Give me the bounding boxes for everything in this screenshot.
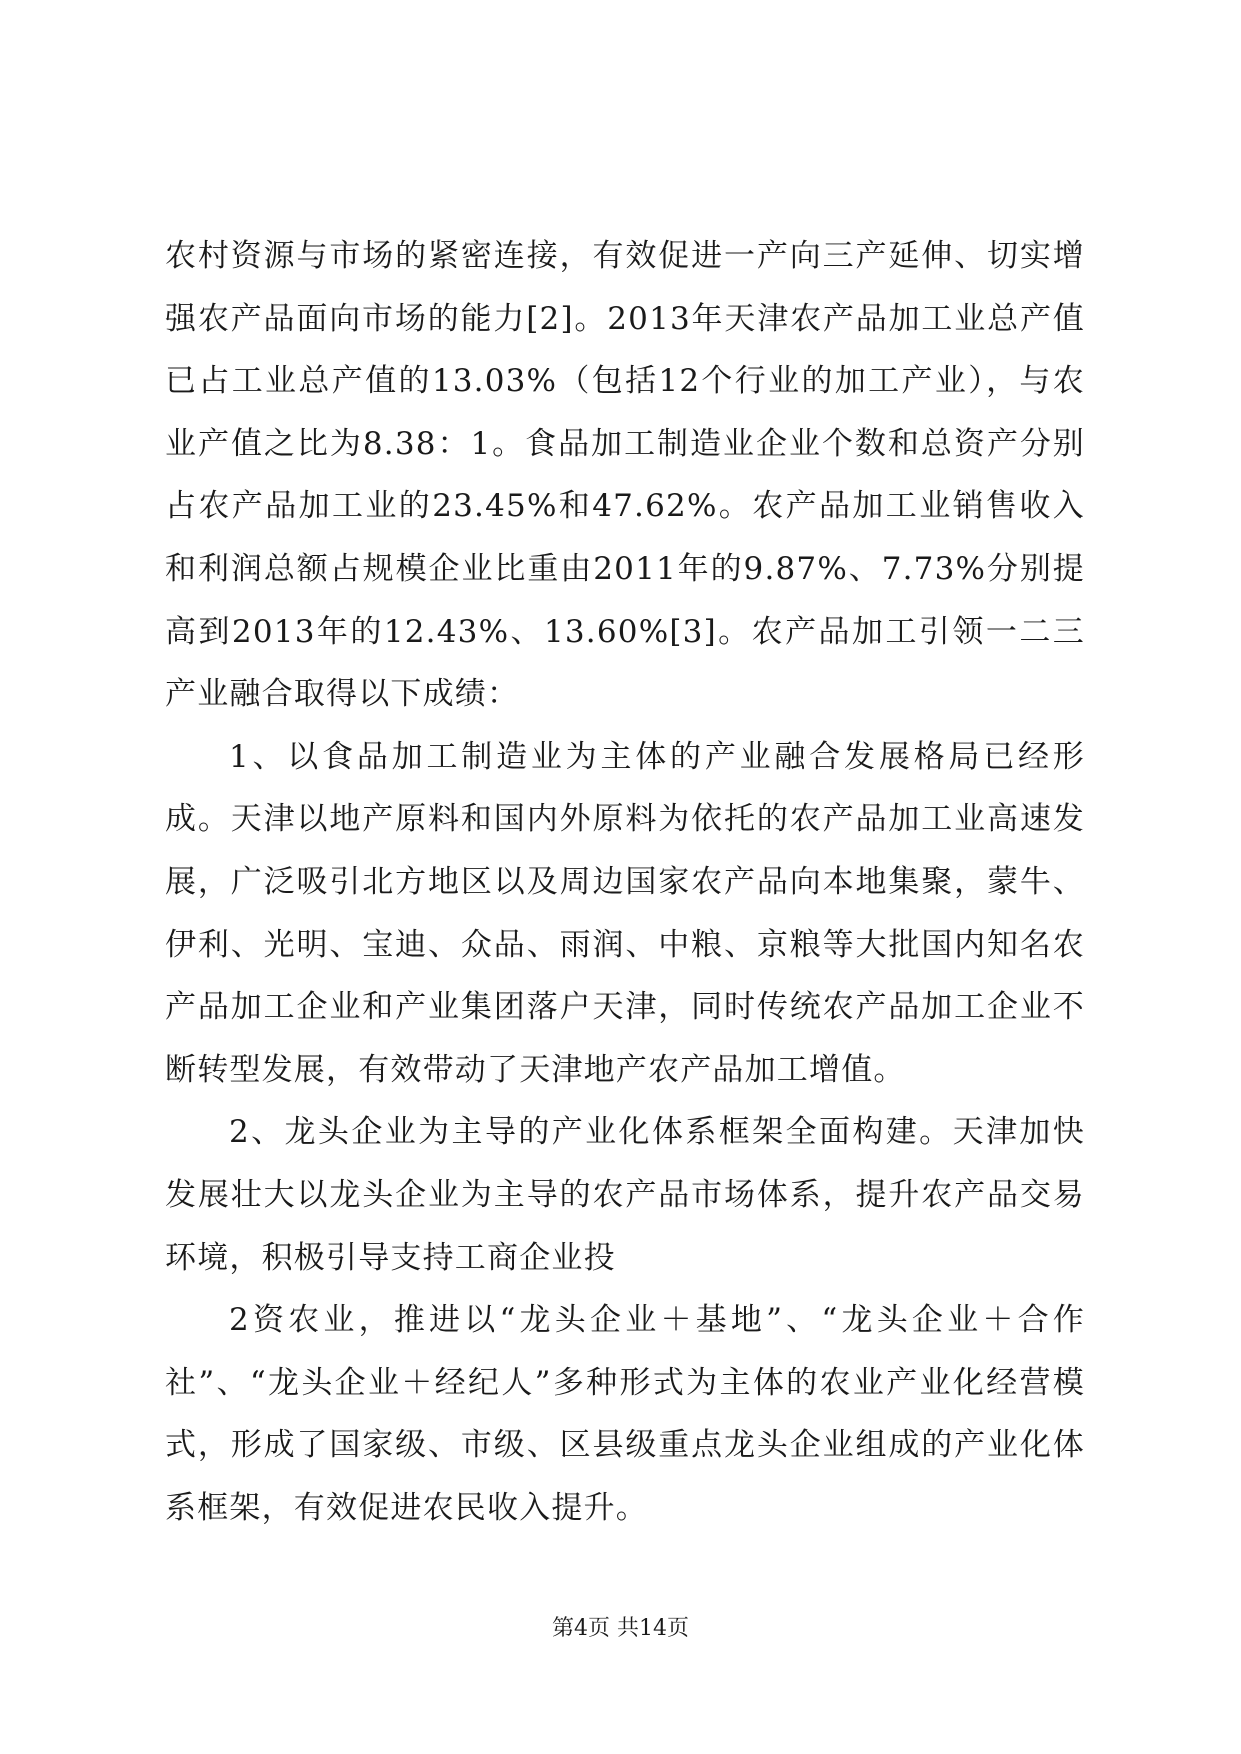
page-number-footer: 第4页 共14页 — [552, 1616, 689, 1641]
document-body — [165, 225, 1085, 1539]
paragraph-point-2-continued: 2资农业，推进以“龙头企业＋基地”、“龙头企业＋合作社”、“龙头企业＋经纪人”多种形式为主体的农业产业化经营模式，形成了国家级、市级、区县级重点龙头企业组成的产业化体系框架，有效促进农民收入提升。 — [165, 1302, 1085, 1526]
paragraph-intro: 农村资源与市场的紧密连接，有效促进一产向三产延伸、切实增强农产品面向市场的能力[2]。2013年天津农产品加工业总产值已占工业总产值的13.03%（包括12个行业的加工产业），与农业产值之比为8.38：1。食品加工制造业企业个数和总资产分别占农产品加工业的23.45%和47.62%。农产品加工业销售收入和利润总额占规模企业比重由2011年的9.87%、7.73%分别提高到2013年的12.43%、13.60%[3]。农产品加工引领一二三产业融合取得以下成绩： — [165, 238, 1085, 713]
paragraph-point-1: 1、以食品加工制造业为主体的产业融合发展格局已经形成。天津以地产原料和国内外原料为依托的农产品加工业高速发展，广泛吸引北方地区以及周边国家农产品向本地集聚，蒙牛、伊利、光明、宝迪、众品、雨润、中粮、京粮等大批国内知名农产品加工企业和产业集团落户天津，同时传统农产品加工企业不断转型发展，有效带动了天津地产农产品加工增值。 — [165, 738, 1085, 1088]
paragraph-point-2: 2、龙头企业为主导的产业化体系框架全面构建。天津加快发展壮大以龙头企业为主导的农产品市场体系，提升农产品交易环境，积极引导支持工商企业投 — [165, 1114, 1085, 1276]
